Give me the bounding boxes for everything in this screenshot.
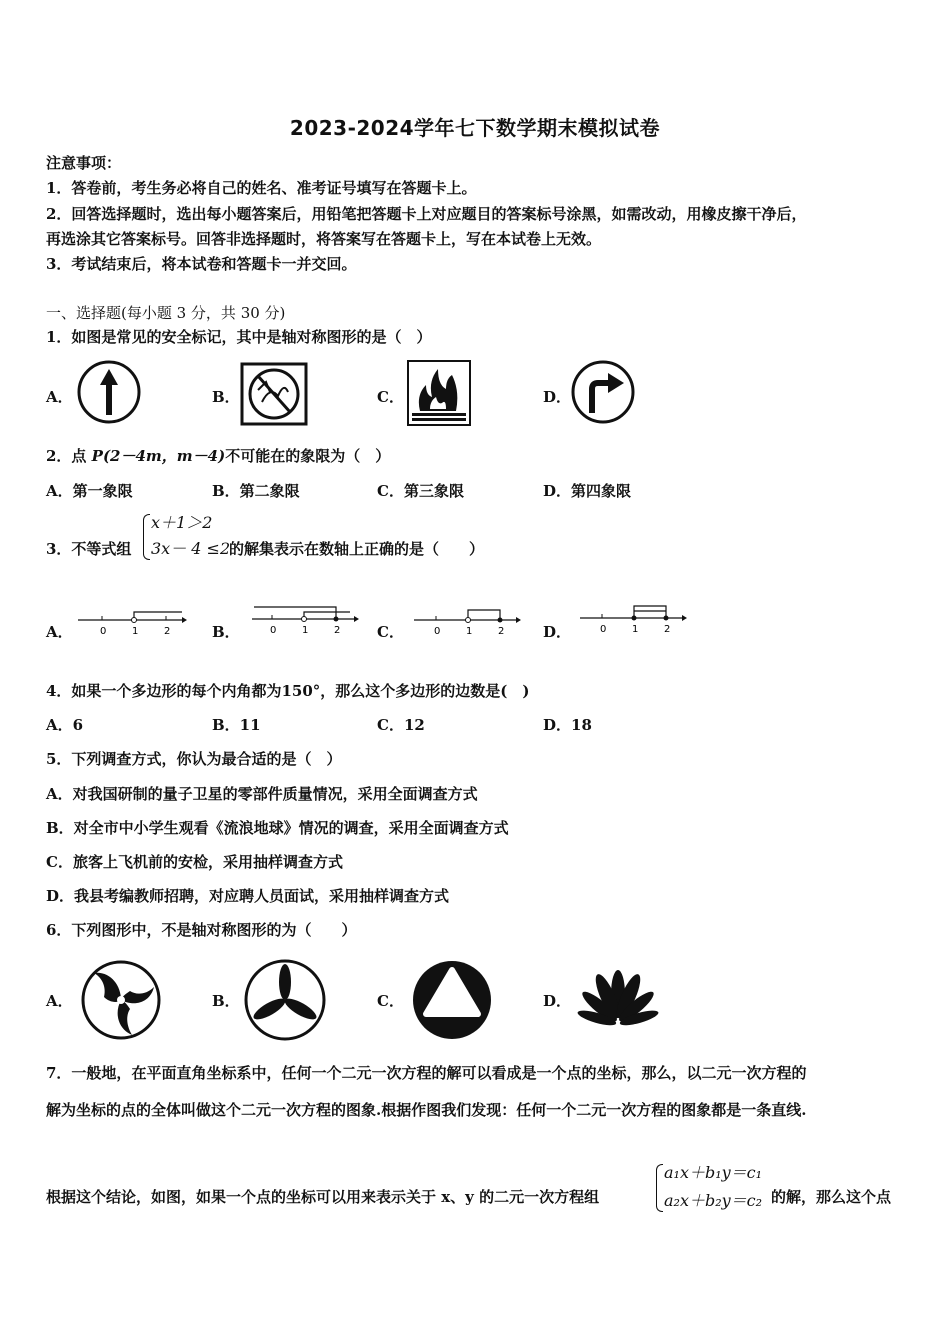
q6-label-b: B．	[212, 992, 240, 1010]
q3-label-a: A．	[46, 623, 73, 641]
fire-sign-icon	[406, 359, 472, 427]
q2-stem-pre: 2．点	[46, 447, 92, 465]
notice-item: 3．考试结束后，将本试卷和答题卡一并交回。	[46, 255, 357, 273]
q2-option-b: B．第二象限	[212, 482, 300, 500]
q3-label-d: D．	[543, 623, 572, 641]
q4-stem: 4．如果一个多边形的每个内角都为150°，那么这个多边形的边数是( )	[46, 682, 530, 700]
q1-label-d: D．	[543, 388, 572, 406]
tick-label: 0	[600, 624, 607, 634]
q7-equation-1: a₁x＋b₁y＝c₁	[664, 1163, 763, 1182]
q7-line-3-post: 的解，那么这个点	[771, 1188, 892, 1206]
notice-item: 2．回答选择题时，选出每小题答案后，用铅笔把答题卡上对应题目的答案标号涂黑，如需改动，用橡皮擦干净后，	[46, 205, 807, 223]
tick-label: 0	[270, 625, 277, 635]
flower-logo-icon	[572, 968, 664, 1034]
q2-option-a: A．第一象限	[46, 482, 133, 500]
q3-stem-post: 的解集表示在数轴上正确的是（ ）	[229, 540, 485, 558]
q7-equation-system	[656, 1162, 771, 1216]
notice-item: 再选涂其它答案标号。回答非选择题时，将答案写在答题卡上，写在本试卷上无效。	[46, 230, 602, 248]
q5-stem: 5．下列调查方式，你认为最合适的是（ ）	[46, 750, 342, 768]
q2-stem-post: 不可能在的象限为（ ）	[225, 447, 391, 465]
q3-number-line-a	[76, 604, 188, 636]
tick-label: 1	[132, 626, 139, 636]
q3-inequality-system	[143, 512, 233, 562]
q5-option-a: A．对我国研制的量子卫星的零部件质量情况，采用全面调查方式	[46, 785, 478, 803]
q3-inequality-2: 3x－ 4 ≤2	[151, 539, 231, 558]
q7-line-1: 7．一般地，在平面直角坐标系中，任何一个二元一次方程的解可以看成是一个点的坐标，那么，以二元一次方程的	[46, 1064, 807, 1082]
q2-point-expression: P(2－4m，m－4)	[91, 447, 226, 465]
q5-option-c: C．旅客上飞机前的安检，采用抽样调查方式	[46, 853, 343, 871]
q3-label-b: B．	[212, 623, 240, 641]
tick-label: 2	[164, 626, 171, 636]
notice-heading: 注意事项：	[46, 154, 122, 172]
tick-label: 0	[100, 626, 107, 636]
q4-option-b: B．11	[212, 716, 261, 734]
q3-number-line-c	[412, 602, 522, 636]
tick-label: 1	[302, 625, 309, 635]
q6-label-c: C．	[377, 992, 404, 1010]
q1-label-c: C．	[377, 388, 404, 406]
no-burning-sign-icon	[240, 362, 308, 426]
q2-option-d: D．第四象限	[543, 482, 632, 500]
q6-label-d: D．	[543, 992, 572, 1010]
tick-label: 1	[466, 626, 473, 636]
q2-stem	[46, 445, 390, 466]
q4-option-a: A．6	[46, 716, 84, 734]
q1-label-b: B．	[212, 388, 240, 406]
q5-option-b: B．对全市中小学生观看《流浪地球》情况的调查，采用全面调查方式	[46, 819, 509, 837]
tick-label: 0	[434, 626, 441, 636]
page-title: 2023-2024学年七下数学期末模拟试卷	[289, 116, 661, 140]
notice-item: 1．答卷前，考生务必将自己的姓名、准考证号填写在答题卡上。	[46, 179, 477, 197]
q4-option-d: D．18	[543, 716, 592, 734]
q3-inequality-1: x＋1＞2	[151, 513, 213, 532]
three-leaf-symbol-icon	[243, 958, 327, 1042]
q7-line-3-pre: 根据这个结论，如图，如果一个点的坐标可以用来表示关于 x、y 的二元一次方程组	[46, 1188, 600, 1206]
q7-line-2: 解为坐标的点的全体叫做这个二元一次方程的图象.根据作图我们发现：任何一个二元一次方程的图象都是一条直线.	[46, 1101, 807, 1119]
tick-label: 2	[664, 624, 671, 634]
up-arrow-sign-icon	[76, 359, 142, 425]
q1-stem: 1．如图是常见的安全标记，其中是轴对称图形的是（ ）	[46, 328, 432, 346]
tick-label: 2	[334, 625, 341, 635]
triangle-in-circle-symbol-icon	[410, 958, 494, 1042]
q3-number-line-d	[578, 600, 688, 634]
tick-label: 2	[498, 626, 505, 636]
q2-option-c: C．第三象限	[377, 482, 464, 500]
section-heading: 一、选择题(每小题 3 分，共 30 分)	[46, 304, 286, 322]
q4-option-c: C．12	[377, 716, 425, 734]
q3-stem-pre: 3．不等式组	[46, 540, 132, 558]
q6-stem: 6．下列图形中，不是轴对称图形的为（ ）	[46, 921, 357, 939]
q6-label-a: A．	[46, 992, 73, 1010]
q3-label-c: C．	[377, 623, 404, 641]
q5-option-d: D．我县考编教师招聘，对应聘人员面试，采用抽样调查方式	[46, 887, 450, 905]
q1-label-a: A．	[46, 388, 73, 406]
q7-equation-2: a₂x＋b₂y＝c₂	[664, 1191, 763, 1210]
q3-number-line-b	[250, 601, 360, 635]
tick-label: 1	[632, 624, 639, 634]
turn-right-sign-icon	[570, 359, 636, 425]
tomoe-symbol-icon	[80, 959, 162, 1041]
